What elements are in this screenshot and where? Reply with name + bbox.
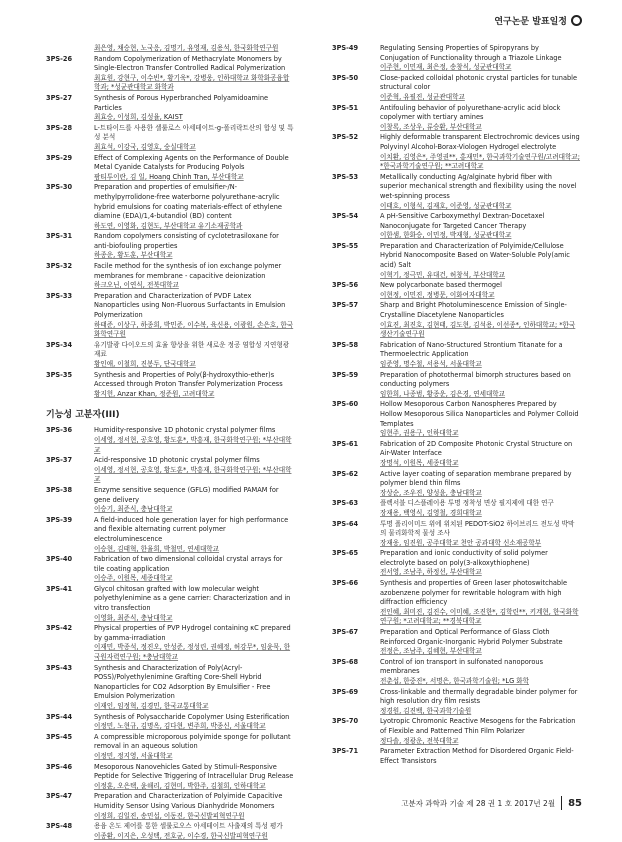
program-entry: [46, 232, 294, 261]
program-entry: [332, 74, 580, 103]
entry-body: [94, 664, 294, 712]
entry-number: 3PS-43: [46, 663, 73, 672]
entry-title: Fabrication of Nano-Structured Strontium Titanate for a Thermoelectric Application: [380, 340, 563, 359]
program-entry: [332, 717, 580, 746]
entry-title: Regulating Sensing Properties of Spiropyrans by Conjugation of Functionality through a Triazole Linkage: [380, 44, 562, 62]
entry-title: Preparation and ionic conductivity of solid polymer electrolyte based on poly(3-alkoxythiophene): [380, 549, 548, 567]
entry-number: 3PS-50: [332, 73, 359, 82]
entry-number: 3PS-51: [332, 103, 359, 112]
program-entry: [46, 585, 294, 623]
program-entry: [46, 292, 294, 340]
entry-number: 3PS-38: [46, 485, 73, 494]
entry-authors: 황지헌, Anzar Khan, 정준원, 고려대학교: [94, 389, 215, 398]
program-entry: [332, 579, 580, 627]
page-number: 85: [568, 797, 582, 809]
program-entry: [46, 664, 294, 712]
entry-authors: 이한샘, 한화승, 이민정, 박재형, 성균관대학교: [380, 231, 512, 240]
entry-authors: 임준영, 명수철, 서용석, 서울대학교: [380, 360, 482, 368]
entry-body: [380, 173, 580, 211]
program-entry: [46, 624, 294, 662]
entry-authors: 이세영, 정서현, 공호영, 황도훈*, 박흥재, 한국화학연구원; *부산대학교: [94, 435, 292, 454]
entry-number: 3PS-41: [46, 584, 73, 593]
entry-authors: 이재인, 임정혁, 김경민, 한국교통대학교: [94, 702, 209, 710]
entry-body: [94, 44, 294, 54]
entry-body: [94, 713, 294, 732]
entry-number: 3PS-55: [332, 241, 359, 250]
entry-body: [94, 232, 294, 261]
entry-authors: 정경원, 김진백, 한국과학기술원: [380, 706, 472, 715]
entry-body: [380, 440, 580, 469]
entry-number: 3PS-40: [46, 555, 73, 564]
entry-number: 3PS-61: [332, 439, 359, 448]
entry-number: [46, 44, 94, 54]
entry-authors: 이승현, 김태혁, 한율희, 박철민, 연세대학교: [94, 544, 220, 553]
entry-number: 3PS-71: [332, 747, 359, 756]
entry-number: 3PS-35: [46, 370, 73, 379]
entry-body: [94, 341, 294, 370]
entry-title: Humidity-responsive 1D photonic crystal polymer films: [94, 426, 276, 435]
entry-body: [380, 212, 580, 241]
program-entry: [332, 499, 580, 518]
entry-number: 3PS-67: [332, 628, 359, 637]
entry-title: Synthesis of Porous Hyperbranched Polyamidoamine Particles: [94, 93, 269, 112]
entry-authors: 이현정, 이민진, 정병문, 이화여자대학교: [380, 290, 495, 299]
entry-title: Synthesis and properties of Green laser photoswitchable azobenzene polymer for rewritable hologram with high diffraction efficiency: [380, 579, 568, 607]
entry-body: [94, 371, 294, 400]
journal-info: 고분자 과학과 기술 제 28 권 1 호 2017년 2월: [401, 798, 556, 808]
entry-title: Cross-linkable and thermally degradable binder polymer for high resolution dry film resists: [380, 687, 578, 706]
entry-authors: 임한희, 나종범, 황종운, 김은경, 연세대학교: [380, 389, 506, 398]
program-entry: [46, 124, 294, 153]
entry-authors: 정다솔, 정광운, 전북대학교: [380, 736, 459, 745]
entry-body: [380, 717, 580, 746]
entry-body: [380, 104, 580, 133]
entry-body: [94, 555, 294, 584]
entry-authors: 이재민, 박종석, 정진오, 안성준, 정성린, 권혜정, 허강무*, 임윤묵, 한국원자력연구원; *충남대학교: [94, 643, 291, 662]
program-entry: [332, 281, 580, 300]
program-entry: [332, 747, 580, 766]
footer-divider: [561, 796, 562, 810]
entry-title: Preparation and properties of emulsifier-/N-methylpyrrolidone-free waterborne polyurethane-acrylic hybrid emulsions for coating materials-effect of ethylene diamine (EDA)/1,4-butandiol (BD) content: [94, 183, 282, 221]
entry-number: 3PS-52: [332, 133, 359, 142]
program-entry: [46, 713, 294, 732]
circle-bullet-icon: [571, 15, 582, 26]
entry-body: [380, 281, 580, 300]
entry-authors: 이승주, 이원목, 세종대학교: [94, 574, 173, 583]
entry-number: 3PS-64: [332, 519, 359, 528]
entry-authors: 전정은, 조남주, 김혜현, 부산대학교: [380, 647, 482, 656]
entry-body: [380, 628, 580, 657]
entry-authors: 하태준, 이상구, 하종희, 박민준, 이수복, 육신용, 이광원, 손은호, 한국화학연구원: [94, 320, 294, 339]
program-entry: [332, 371, 580, 400]
entry-authors: 최효석, 이강국, 김영호, 숭실대학교: [94, 142, 196, 151]
entry-number: 3PS-32: [46, 262, 73, 271]
entry-body: [94, 516, 294, 554]
entry-title: Close-packed colloidal photonic crystal particles for tunable structural color: [380, 73, 578, 92]
entry-title: Fabrication of two dimensional colloidal crystal arrays for tile coating application: [94, 555, 283, 573]
entry-title: 플렉서블 디스플레이용 투명 정착성 면상 필지제에 대한 연구: [380, 499, 554, 508]
page-footer: [401, 796, 582, 810]
entry-title: A field-induced hole generation layer for high performance and flexible alternating current polymer electroluminescence: [94, 515, 289, 543]
entry-body: [380, 44, 580, 73]
entry-authors: 최효승, 이성희, 김성율, KAIST: [94, 113, 183, 122]
entry-title: Synthesis of Polysaccharide Copolymer Using Esterification: [94, 712, 290, 721]
section-title: 기능성 고분자(III): [46, 410, 120, 421]
entry-body: [94, 733, 294, 762]
entry-title: Active layer coating of separation membrane prepared by polymer blend thin films: [380, 469, 572, 488]
entry-body: [94, 426, 294, 455]
entry-authors: 장상순, 조우진, 양성윤, 충남대학교: [380, 488, 482, 497]
entry-number: 3PS-65: [332, 549, 359, 558]
entry-body: [380, 688, 580, 717]
entry-title: New polycarbonate based thermogel: [380, 281, 502, 290]
entry-title: Effect of Complexing Agents on the Performance of Double Metal Cyanide Catalysts for Producing Polyols: [94, 153, 289, 172]
entry-number: 3PS-45: [46, 732, 73, 741]
program-entry: [46, 763, 294, 792]
entry-title: Physical properties of PVP Hydrogel containing κC prepared by gamma-irradiation: [94, 624, 291, 642]
program-entry: [332, 44, 580, 73]
program-entry: [46, 456, 294, 485]
entry-authors: 이태호, 이형석, 김재호, 이준영, 성균관대학교: [380, 201, 512, 210]
entry-body: [380, 133, 580, 171]
program-entry: [46, 154, 294, 183]
program-entry: [46, 516, 294, 554]
entry-body: [380, 520, 580, 549]
program-entry: [46, 555, 294, 584]
entry-body: [94, 262, 294, 291]
program-entry: [332, 133, 580, 171]
program-entry: [332, 242, 580, 280]
entry-number: 3PS-30: [46, 183, 73, 192]
program-entry: [332, 400, 580, 438]
entry-body: [380, 301, 580, 339]
entry-title: 용융 온도 제어를 통한 셀룰로오스 아세테이트 사출재의 특성 평가: [94, 822, 283, 831]
entry-number: 3PS-29: [46, 153, 73, 162]
entry-authors: 이혁기, 정극민, 유대건, 허창석, 부산대학교: [380, 270, 506, 279]
program-entry: [46, 733, 294, 762]
entry-title: Random copolymers consisting of cyclotetrasiloxane for anti-biofouling properties: [94, 232, 279, 250]
entry-body: [380, 341, 580, 370]
entry-authors: 전서영, 조남주, 하정선, 부산대학교: [380, 568, 482, 577]
entry-body: [380, 371, 580, 400]
entry-number: 3PS-57: [332, 301, 359, 310]
entry-number: 3PS-33: [46, 291, 73, 300]
entry-authors: 장재용, 백영식, 김영철, 경희대학교: [380, 508, 482, 517]
program-entry: [46, 341, 294, 370]
left-entries-bottom: [46, 426, 294, 841]
entry-authors: 최효원, 강현구, 이수빈*, 황기욱*, 강병웅, 인하대학교 화학화공융합학과; *성균관대학교 화학과: [94, 73, 290, 92]
program-entry: [332, 520, 580, 549]
entry-authors: 장명석, 이원목, 세종대학교: [380, 458, 459, 467]
right-column: [332, 44, 580, 767]
entry-number: 3PS-31: [46, 232, 73, 241]
entry-title: Hollow Mesoporous Carbon Nanospheres Prepared by Hollow Mesoporous Silica Nanoparticles and Polymer Colloid Templates: [380, 400, 579, 428]
entry-title: Synthesis and Characterization of Poly(Acryl-POSS)/Polyethylenimine Grafting Core-Shell Hybrid Nanoparticles for CO2 Adsorption By Emulsifier - Free Emulsion Polymerization: [94, 663, 271, 701]
entry-number: 3PS-60: [332, 400, 359, 409]
entry-authors: 이세영, 정서현, 공호영, 황도훈*, 박흥재, 한국화학연구원; *부산대학교: [94, 465, 292, 484]
entry-body: [380, 747, 580, 766]
program-entry: [332, 470, 580, 499]
entry-title: A compressible microporous polyimide sponge for pollutant removal in an aqueous solution: [94, 732, 291, 751]
entry-number: 3PS-58: [332, 340, 359, 349]
entry-authors: 이정민, 정지영, 서울대학교: [94, 751, 173, 760]
entry-title: Random Copolymerization of Methacrylate Monomers by Single-Electron Transfer Controlled Radical Polymerization: [94, 54, 286, 73]
entry-authors: 하도연, 이영화, 김현도, 부산대학교 유기소재공학과: [94, 221, 243, 230]
entry-body: [94, 792, 294, 821]
entry-title: Preparation and Characterization of Polyimide Capacitive Humidity Sensor Using Various Dianhydride Monomers: [94, 792, 283, 810]
entry-title: Preparation of photothermal bimorph structures based on conducting polymers: [380, 370, 571, 389]
entry-title: Mesoporous Nanovehicles Gated by Stimuli-Responsive Peptide for Selective Triggering of Intracellular Drug Release: [94, 762, 294, 781]
left-column: [46, 44, 294, 842]
entry-number: 3PS-53: [332, 172, 359, 181]
entry-title: Parameter Extraction Method for Disordered Organic Field-Effect Transistors: [380, 747, 574, 765]
entry-number: 3PS-63: [332, 499, 359, 508]
entry-title: Acid-responsive 1D photonic crystal polymer films: [94, 456, 260, 465]
entry-body: [380, 242, 580, 280]
entry-number: 3PS-34: [46, 340, 73, 349]
entry-number: 3PS-62: [332, 469, 359, 478]
entry-number: 3PS-26: [46, 54, 73, 63]
program-entry: [46, 262, 294, 291]
program-entry: [332, 440, 580, 469]
entry-number: 3PS-56: [332, 281, 359, 290]
page-header: [494, 14, 582, 27]
entry-title: Preparation and Characterization of PVDF Latex Nanoparticles using Non-Fluorous Surfactants in Emulsion Polymerization: [94, 291, 286, 320]
entry-number: 3PS-49: [332, 44, 359, 52]
entry-number: 3PS-68: [332, 657, 359, 666]
entry-title: Control of ion transport in sulfonated nanoporous membranes: [380, 657, 544, 676]
entry-title: Facile method for the synthesis of ion exchange polymer membranes for membrane - capacitive deionization: [94, 262, 282, 280]
program-entry: [46, 371, 294, 400]
entry-number: 3PS-59: [332, 370, 359, 379]
header-title: 연구논문 발표일정: [494, 17, 567, 27]
entry-authors: 전춘섭, 한중진*, 서명은, 한국과학기술원; *LG 화학: [380, 677, 530, 685]
entry-number: 3PS-54: [332, 212, 359, 221]
entry-body: [94, 55, 294, 93]
entry-body: [94, 624, 294, 662]
program-entry: [46, 792, 294, 821]
entry-title: Enzyme sensitive sequence (GFLG) modified PAMAM for gene delivery: [94, 485, 279, 504]
entry-number: 3PS-39: [46, 515, 73, 524]
entry-body: [380, 400, 580, 438]
entry-body: [380, 499, 580, 518]
entry-title: Lyotropic Chromonic Reactive Mesogens for the Fabrication of Flexible and Patterned Thin Film Polarizer: [380, 717, 576, 735]
entry-authors: 장재웅, 임진원, 공주대학교 천안 공과대학 신소재공학부: [380, 538, 542, 547]
program-entry: [332, 173, 580, 211]
program-entry: [332, 104, 580, 133]
program-entry: [332, 212, 580, 241]
entry-authors: 황인애, 이철희, 진봉두, 단국대학교: [94, 360, 196, 368]
entry-body: [94, 763, 294, 792]
entry-title: Antifouling behavior of polyurethane-acrylic acid block copolymer with tertiary amines: [380, 103, 561, 122]
entry-body: [94, 292, 294, 340]
entry-title: Fabrication of 2D Composite Photonic Crystal Structure on Air-Water Interface: [380, 439, 573, 458]
entry-title: 투명 폴리이미드 위에 위치된 PEDOT-SiO2 하이브리드 전도성 박막의 물리화학적 물성 조사: [380, 519, 575, 538]
program-entry: [332, 549, 580, 578]
program-entry: [332, 341, 580, 370]
entry-body: [380, 470, 580, 499]
entry-body: [94, 585, 294, 623]
entry-authors: 최은영, 채승현, 노국응, 김명기, 유영재, 김용석, 한국화학연구원: [94, 44, 279, 52]
entry-body: [94, 822, 294, 841]
entry-number: 3PS-66: [332, 579, 359, 588]
entry-authors: 이정민, 노현규, 김명옥, 김다현, 변주희, 박종신, 서울대학교: [94, 722, 266, 731]
entry-authors: 하크오닌, 이연식, 전북대학교: [94, 281, 179, 290]
entry-title: 유기발광 다이오드의 효율 향상을 위한 새로운 정공 염합성 지연형광 재료: [94, 340, 290, 359]
entry-body: [380, 549, 580, 578]
entry-number: 3PS-69: [332, 687, 359, 696]
entry-body: [380, 74, 580, 103]
entry-authors: 이정희, 김일진, 송민섭, 이동진, 한국신발피혁연구원: [94, 811, 245, 820]
program-entry: [332, 628, 580, 657]
entry-title: Preparation and Characterization of Polyimide/Cellulose Hybrid Nanocomposite Based on Water-Soluble Poly(amic acid) Salt: [380, 241, 570, 270]
right-entries: [332, 44, 580, 766]
entry-authors: 팜티투이란, 김 일, Hoang Chinh Tran, 부산대학교: [94, 172, 244, 181]
entry-authors: 이종환, 이지은, 오성택, 전호균, 이수경, 한국신발피혁연구원: [94, 831, 268, 840]
entry-title: Preparation and Optical Performance of Glass Cloth Reinforced Organic-Inorganic Hybrid Polymer Substrate: [380, 628, 563, 646]
entry-title: L-트타이드를 사용한 셀룰로스 아세테이트-g-폴리락트산의 합성 및 특성 분석: [94, 123, 294, 142]
entry-authors: 임현주, 권용구, 인하대학교: [380, 429, 459, 438]
entry-body: [94, 124, 294, 153]
entry-body: [380, 658, 580, 687]
entry-number: 3PS-46: [46, 762, 73, 771]
program-entry: [46, 94, 294, 123]
entry-title: Highly deformable transparent Electrochromic devices using Polyvinyl Alcohol-Borax-Viologen Hydrogel electrolyte: [380, 133, 580, 151]
entry-body: [94, 154, 294, 183]
entry-number: 3PS-27: [46, 93, 73, 102]
program-entry: [332, 658, 580, 687]
entry-authors: 이승기, 최준식, 충남대학교: [94, 505, 173, 514]
program-entry: [46, 44, 294, 54]
program-entry: [46, 426, 294, 455]
entry-number: 3PS-28: [46, 123, 73, 132]
program-entry: [46, 486, 294, 515]
entry-authors: 하종운, 황도훈, 부산대학교: [94, 251, 173, 260]
entry-title: Synthesis and Properties of Poly(β-hydroxythio-ether)s Accessed through Proton Transfer Polymerization Process: [94, 370, 283, 389]
entry-title: A pH-Sensitive Carboxymethyl Dextran-Docetaxel Nanoconjugate for Targeted Cancer Therapy: [380, 212, 545, 230]
entry-authors: 이효진, 최진호, 김현태, 김도현, 김석용, 이선종*, 인하대학교; *한국생산기술연구원: [380, 320, 576, 339]
entry-authors: 이창록, 조상우, 류승환, 부산대학교: [380, 122, 482, 131]
entry-authors: 이주현, 이민재, 최은정, 송창식, 성균관대학교: [380, 63, 512, 72]
entry-authors: 전인혜, 최미진, 김진수, 이미혜, 조진한*, 김학린**, 키계현, 한국화학연구원; *고려대학교; **경북대학교: [380, 607, 579, 626]
entry-body: [94, 94, 294, 123]
program-entry: [46, 822, 294, 841]
left-entries-top: [46, 44, 294, 399]
entry-number: 3PS-70: [332, 717, 359, 726]
entry-title: Sharp and Bright Photoluminescence Emission of Single-Crystalline Diacetylene Nanoparticles: [380, 301, 567, 320]
entry-number: 3PS-42: [46, 624, 73, 633]
entry-number: 3PS-44: [46, 712, 73, 721]
program-entry: [46, 183, 294, 231]
entry-authors: 이준혁, 유필진, 성균관대학교: [380, 92, 465, 101]
entry-number: 3PS-48: [46, 822, 73, 831]
program-entry: [332, 688, 580, 717]
entry-number: 3PS-47: [46, 792, 73, 801]
entry-body: [94, 486, 294, 515]
entry-body: [94, 183, 294, 231]
program-entry: [332, 301, 580, 339]
entry-authors: 이영화, 최준식, 충남대학교: [94, 613, 173, 622]
entry-number: 3PS-36: [46, 426, 73, 435]
entry-number: 3PS-37: [46, 456, 73, 465]
entry-authors: 이정훈, 오은택, 윤해리, 김현미, 박한주, 김철희, 인하대학교: [94, 781, 266, 790]
entry-title: Glycol chitosan grafted with low molecular weight polyethylenimine as a gene carrier: Characterization and in vitro transfection: [94, 584, 291, 613]
entry-authors: 이치환, 김영은*, 주영권**, 홍재민*, 한국과학기술연구원/고려대학교; *한국과학기술연구원; **고려대학교: [380, 152, 581, 171]
entry-title: Metallically conducting Ag/alginate hybrid fiber with superior mechanical strength and flexibility using the novel wet-spinning process: [380, 172, 577, 200]
program-entry: [46, 55, 294, 93]
entry-body: [94, 456, 294, 485]
entry-body: [380, 579, 580, 627]
